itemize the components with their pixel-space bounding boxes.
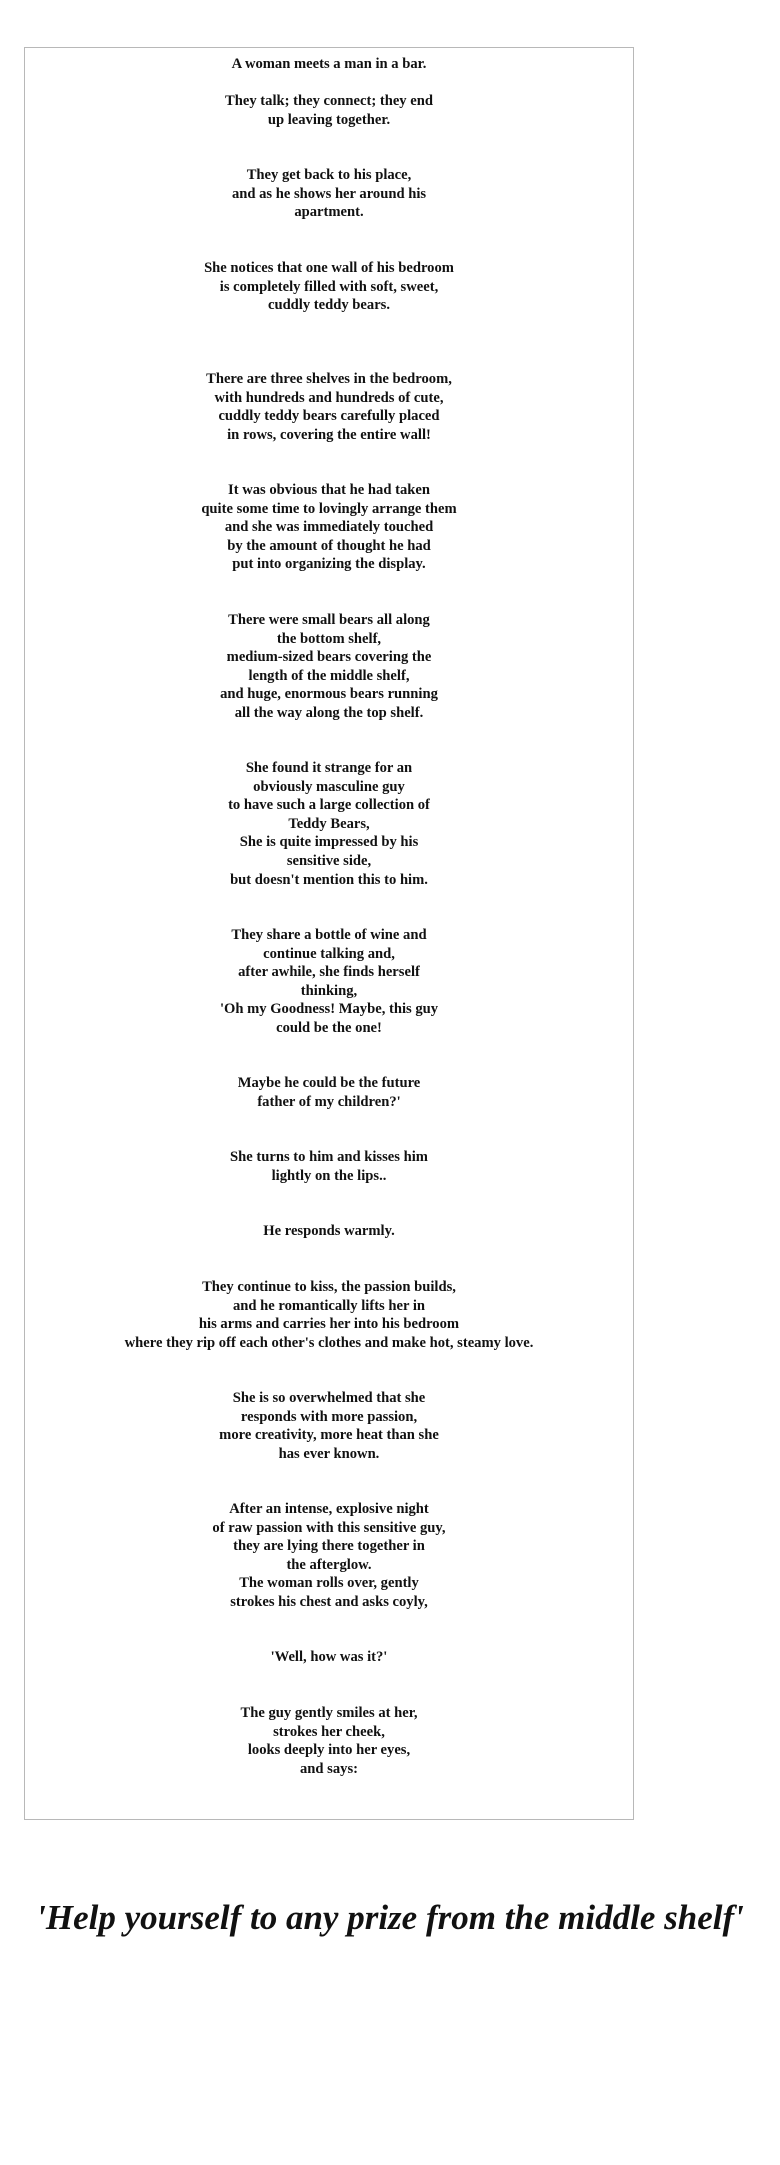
story-line: There are three shelves in the bedroom, <box>206 371 452 387</box>
punchline: 'Help yourself to any prize from the middle shelf' <box>36 1898 744 1937</box>
story-line: After an intense, explosive night <box>229 1501 429 1517</box>
story-line: They share a bottle of wine and <box>231 927 427 943</box>
story-paragraph-7 <box>24 611 634 723</box>
story-paragraph-14 <box>24 1389 634 1463</box>
story-line: Teddy Bears, <box>288 815 370 832</box>
story-line: of raw passion with this sensitive guy, <box>212 1519 446 1536</box>
story-line: 'Oh my Goodness! Maybe, this guy <box>219 1001 439 1018</box>
story-paragraph-10 <box>24 1074 634 1111</box>
story-paragraph-1 <box>24 55 634 74</box>
story-paragraph-9 <box>24 926 634 1038</box>
story-line: with hundreds and hundreds of cute, <box>214 389 444 406</box>
story-line: but doesn't mention this to him. <box>230 871 428 888</box>
story-line: She notices that one wall of his bedroom <box>204 260 454 276</box>
story-line: strokes his chest and asks coyly, <box>230 1593 428 1610</box>
story-line: They continue to kiss, the passion builds, <box>202 1279 456 1295</box>
story-line: thinking, <box>300 982 358 999</box>
story-paragraph-3 <box>24 166 634 222</box>
story-line: to have such a large collection of <box>228 797 430 814</box>
story-line: medium-sized bears covering the <box>226 649 432 666</box>
story-paragraph-2 <box>24 92 634 129</box>
story-line: obviously masculine guy <box>253 778 405 795</box>
story-line: apartment. <box>294 204 364 221</box>
story-line: where they rip off each other's clothes and make hot, steamy love. <box>124 1334 534 1351</box>
story-line: and says: <box>300 1760 358 1777</box>
story-line: could be the one! <box>276 1019 382 1036</box>
story-line: They get back to his place, <box>246 167 412 183</box>
story-line: looks deeply into her eyes, <box>247 1742 411 1759</box>
story-line: The woman rolls over, gently <box>239 1575 419 1592</box>
story-paragraph-11 <box>24 1148 634 1185</box>
story-line: put into organizing the display. <box>232 556 426 573</box>
story-line: The guy gently smiles at her, <box>240 1705 418 1721</box>
story-line: cuddly teddy bears. <box>267 297 391 314</box>
story-line: responds with more passion, <box>240 1408 418 1425</box>
story-line: they are lying there together in <box>233 1538 425 1555</box>
story-line: and huge, enormous bears running <box>220 686 438 703</box>
story-paragraph-17 <box>24 1704 634 1778</box>
story-line: Maybe he could be the future <box>237 1075 421 1091</box>
story-line: He responds warmly. <box>263 1223 395 1239</box>
story-line: She is quite impressed by his <box>239 834 419 851</box>
story-paragraph-4 <box>24 259 634 315</box>
story-line: after awhile, she finds herself <box>238 964 420 981</box>
story-line: has ever known. <box>278 1445 380 1462</box>
story-line: by the amount of thought he had <box>227 537 431 554</box>
story-paragraph-13 <box>24 1278 634 1352</box>
story-line: and he romantically lifts her in <box>232 1297 426 1314</box>
story-line: in rows, covering the entire wall! <box>227 426 431 443</box>
story-paragraph-6 <box>24 481 634 574</box>
story-line: father of my children?' <box>257 1093 401 1110</box>
story-line: sensitive side, <box>286 852 372 869</box>
story-paragraph-8 <box>24 759 634 889</box>
story-line: cuddly teddy bears carefully placed <box>218 408 440 425</box>
story-line: more creativity, more heat than she <box>219 1427 439 1444</box>
story-line: and she was immediately touched <box>224 519 434 536</box>
story-line: lightly on the lips.. <box>271 1167 387 1184</box>
story-line: length of the middle shelf, <box>248 667 410 684</box>
story-line: the bottom shelf, <box>276 630 382 647</box>
story-paragraph-16 <box>24 1648 634 1667</box>
story-line: is completely filled with soft, sweet, <box>219 278 439 295</box>
story-line: A woman meets a man in a bar. <box>231 56 427 72</box>
story-line: his arms and carries her into his bedroom <box>198 1316 460 1333</box>
story-line: She turns to him and kisses him <box>230 1149 428 1165</box>
story-line: and as he shows her around his <box>231 185 427 202</box>
story-line: 'Well, how was it?' <box>270 1649 388 1665</box>
story-line: the afterglow. <box>286 1556 372 1573</box>
story-line: They talk; they connect; they end <box>225 93 433 109</box>
story-line: continue talking and, <box>263 945 395 962</box>
story-line: It was obvious that he had taken <box>228 482 430 498</box>
story-line: up leaving together. <box>267 111 391 128</box>
story-line: She is so overwhelmed that she <box>232 1390 426 1406</box>
story-line: There were small bears all along <box>228 612 430 628</box>
story-paragraph-15 <box>24 1500 634 1612</box>
story-paragraph-12 <box>24 1222 634 1241</box>
story-line: all the way along the top shelf. <box>234 704 424 721</box>
story-line: quite some time to lovingly arrange them <box>201 500 457 517</box>
story-paragraph-5 <box>24 370 634 444</box>
story-line: She found it strange for an <box>245 760 413 776</box>
story-line: strokes her cheek, <box>273 1723 385 1740</box>
